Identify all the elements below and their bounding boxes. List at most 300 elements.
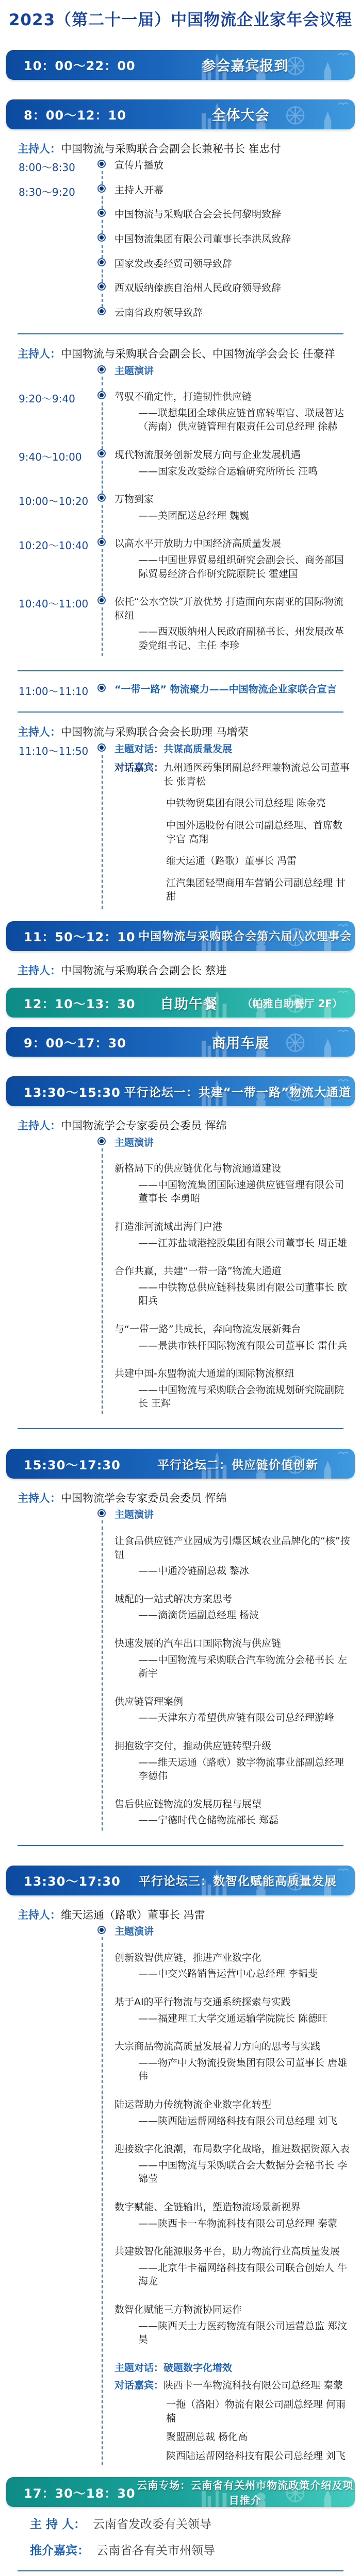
time-label (7, 1220, 94, 1256)
row-content (114, 683, 354, 701)
agenda-row (7, 390, 354, 440)
agenda-row (7, 1695, 354, 1731)
agenda-line-text: 中国物流集团有限公司董事长李洪凤致辞 (114, 233, 291, 245)
agenda-line-text: 陕西卡一车物流科技有限公司总经理 秦蒙 (163, 2380, 343, 2392)
agenda-line (138, 1756, 352, 1783)
agenda-line-text: 供应链管理案例 (114, 1696, 184, 1707)
agenda-line-text: 九州通医药集团副总经理兼物流总公司董事长 张青松 (163, 762, 350, 787)
bullet-icon (94, 1695, 114, 1731)
row-content (114, 1592, 354, 1629)
bullet-icon (94, 1534, 114, 1584)
agenda-row (7, 1637, 354, 1687)
agenda-line (138, 406, 352, 434)
session-title: 平行论坛三：数智化赋能高质量发展 (138, 1875, 337, 1889)
bullet-icon (94, 1264, 114, 1314)
agenda-line (138, 1339, 352, 1353)
row-content (114, 1136, 354, 1154)
host-name: 中国物流学会专家委员会委员 恽绵 (61, 1120, 227, 1132)
bullet-icon (94, 159, 114, 175)
agenda-line (138, 1281, 352, 1308)
agenda-row (7, 306, 354, 323)
agenda-line (138, 1711, 352, 1725)
bullet-icon (94, 257, 114, 274)
row-content (114, 1220, 354, 1256)
agenda-line (114, 1695, 352, 1709)
row-content (114, 183, 354, 200)
row-content (114, 1264, 354, 1314)
row-content (114, 257, 354, 274)
time-label: 10:20～10:40 (19, 539, 89, 552)
time-label (7, 1508, 94, 1526)
host-name: 中国物流学会专家委员会委员 恽绵 (61, 1492, 227, 1505)
session-title: 全体大会 (211, 108, 270, 124)
agenda-line-text: ——福建理工大学交通运输学院院长 陈德旺 (138, 2012, 328, 2024)
agenda-line-text: 依托“公水空铁”开放优势 打造面向东南亚的国际物流枢纽 (114, 596, 343, 621)
host-line (18, 1118, 343, 1133)
kv-value: 云南省发改委有关领导 (93, 2518, 212, 2532)
host-line (18, 1491, 343, 1506)
agenda-line-text: ——中国物流与采购联合会物流规划研究院副院长 王辉 (138, 1384, 344, 1410)
agenda-line (138, 509, 352, 523)
session-title: 平行论坛二：供应链价值创新 (157, 1458, 318, 1472)
agenda-row (7, 595, 354, 658)
time-label (7, 1637, 94, 1687)
agenda-line-text: 基于AI的平行物流与交通系统探索与实践 (114, 1996, 291, 2008)
agenda-line-text: 共建中国-东盟物流大通道的国际物流枢纽 (114, 1368, 294, 1380)
agenda-line-text: ——中国物流与采购联合会大数据分会秘书长 李锦莹 (138, 2159, 348, 2185)
agenda-line-text: ——天津东方希望供应链有限公司总经理游峰 (138, 1712, 335, 1724)
time-label (7, 257, 94, 274)
row-content (114, 1951, 354, 1987)
agenda-line-text: 主题演讲 (114, 1926, 154, 1938)
session-time: 17：30～18：30 (24, 2486, 136, 2501)
time-label: 10:00～10:20 (19, 495, 89, 508)
agenda-line (138, 553, 352, 581)
agenda-row (7, 683, 354, 701)
agenda-line (138, 2319, 352, 2347)
agenda-line-text: ——中交兴路销售运营中心总经理 李韫斐 (138, 1968, 318, 1980)
session-bar (6, 1076, 355, 1106)
section-divider (18, 1845, 343, 1846)
agenda-line (114, 683, 352, 697)
row-content (114, 232, 354, 249)
agenda-line (114, 1739, 352, 1753)
agenda-line-text: ——物产中大物流投资集团有限公司董事长 唐雄伟 (138, 2057, 348, 2082)
session-time: 9：00～17：30 (24, 1036, 126, 1050)
agenda-row (7, 232, 354, 249)
row-content (114, 2303, 354, 2353)
time-label: 8:30～9:20 (19, 185, 75, 198)
row-content (114, 1695, 354, 1731)
session-bar (6, 1866, 355, 1895)
agenda-row (7, 1136, 354, 1154)
agenda-line-text: 中铁物贸集团有限公司总经理 陈金亮 (166, 798, 326, 809)
agenda-line (114, 493, 352, 506)
row-content (114, 1995, 354, 2031)
page-title: 2023（第二十一届）中国物流企业家年会议程 (8, 11, 353, 29)
session-title: 云南专场：云南省有关州市物流政策介绍及项目推介 (137, 2479, 354, 2507)
time-label (7, 364, 94, 382)
kv-label: 主 持 人： (30, 2518, 86, 2532)
host-name: 中国物流与采购联合会会长助理 马增荣 (61, 726, 249, 739)
agenda-row (7, 493, 354, 529)
host-label: 主持人： (18, 142, 61, 155)
agenda-row (7, 448, 354, 484)
agenda-line-text: 迎接数字化浪潮，布局数字化战略，推进数据资源入表 (114, 2143, 350, 2155)
agenda-line-text: ——江苏盐城港控股集团有限公司董事长 周正雄 (138, 1237, 348, 1249)
agenda-row (7, 2142, 354, 2192)
agenda-row (7, 1162, 354, 1212)
time-label (7, 1995, 94, 2031)
agenda-line-text: 大宗商品物流高质量发展着力方向的思考与实践 (114, 2041, 321, 2053)
bullet-icon (94, 1798, 114, 1834)
agenda-row (7, 1798, 354, 1834)
row-content (114, 1323, 354, 1359)
bullet-icon (94, 390, 114, 440)
time-label (7, 2245, 94, 2295)
agenda-row (7, 1264, 354, 1314)
agenda-row (7, 2200, 354, 2236)
bullet-icon (94, 1220, 114, 1256)
section-divider (18, 333, 343, 334)
agenda-line (114, 1367, 352, 1381)
agenda-line (114, 1162, 352, 1176)
agenda-line (138, 2159, 352, 2186)
agenda-line-text: ——陕西卡一车物流科技有限公司总经理 秦蒙 (138, 2217, 338, 2229)
agenda-line-text: 主题对话：共谋高质量发展 (114, 743, 233, 755)
agenda-line (114, 2040, 352, 2054)
session-time: 15:30～17:30 (24, 1458, 121, 1472)
bullet-icon (94, 1637, 114, 1687)
host-name: 中国物流与采购联合会副会长兼秘书长 崔忠付 (61, 142, 281, 155)
time-label (7, 1592, 94, 1629)
agenda-line (114, 232, 352, 246)
row-content (114, 1739, 354, 1789)
row-content (114, 1925, 354, 1943)
agenda-line-text: ——中铁物总供应链科技集团有限公司董事长 欧阳兵 (138, 1281, 348, 1307)
time-label (7, 2040, 94, 2090)
section-divider (18, 1428, 343, 1429)
row-content (114, 742, 354, 912)
agenda-line (138, 465, 352, 479)
agenda-line (114, 2303, 352, 2317)
bullet-icon (94, 1925, 114, 1943)
row-content (114, 2361, 354, 2468)
time-label (7, 232, 94, 249)
bullet-icon (94, 1323, 114, 1359)
agenda-row (7, 537, 354, 587)
agenda-line-text: 售后供应链物流的发展历程与展望 (114, 1798, 262, 1810)
agenda-line-text: 让食品供应链产业园成为引爆区域农业品牌化的“核”按钮 (114, 1535, 350, 1561)
bullet-icon (94, 281, 114, 298)
session-bar (6, 988, 355, 1018)
agenda-line-text: 打造淮河流域出海门户港 (114, 1221, 223, 1233)
agenda-row (7, 159, 354, 175)
agenda-line-text: ——宁德时代仓储物流部长 郑磊 (138, 1815, 279, 1826)
time-label (7, 1739, 94, 1789)
agenda-row (7, 1534, 354, 1584)
session-bar (6, 99, 355, 129)
host-name: 维天运通（路歌）董事长 冯雷 (61, 1908, 205, 1921)
bullet-icon (94, 595, 114, 658)
bullet-icon (94, 1136, 114, 1154)
agenda-line-text: 聚盟副总裁 杨化高 (166, 2431, 248, 2443)
agenda-line (114, 257, 352, 271)
row-content (114, 390, 354, 440)
time-label (7, 208, 94, 224)
agenda-row (7, 1323, 354, 1359)
agenda-line-text: ——景洪市铁杆国际物流有限公司董事长 雷仕兵 (138, 1340, 348, 1351)
agenda-row (7, 2245, 354, 2295)
session-title: 自助午餐 (160, 996, 218, 1012)
time-label (7, 1323, 94, 1359)
agenda-line (166, 819, 352, 846)
bullet-icon (94, 183, 114, 200)
agenda-line-text: 中国外运股份有限公司副总经理、首席数字官 高翔 (166, 819, 343, 845)
host-name: 中国物流与采购联合会副会长、中国物流学会会长 任豪祥 (61, 348, 335, 361)
bullet-icon (94, 1508, 114, 1526)
agenda-line-label: 对话嘉宾： (114, 2380, 164, 2392)
time-label (7, 1925, 94, 1943)
agenda-row (7, 364, 354, 382)
agenda-line (114, 1264, 352, 1278)
bullet-icon (94, 2200, 114, 2236)
agenda-line-text: ——美团配送总经理 魏巍 (138, 510, 250, 521)
agenda-line (114, 1508, 352, 1522)
session-bar (6, 50, 355, 80)
kv-row (30, 2543, 361, 2559)
bullet-icon (94, 742, 114, 912)
agenda-row (7, 2361, 354, 2468)
agenda-row (7, 208, 354, 224)
agenda-line (114, 183, 352, 197)
agenda-line-text: 国家发改委经贸司领导致辞 (114, 258, 233, 269)
row-content (114, 1367, 354, 1417)
agenda-line (138, 1178, 352, 1206)
agenda-line (114, 761, 352, 788)
host-line (18, 725, 343, 740)
agenda-line-text: ——陕西陆运帮网络科技有限公司总经理 刘飞 (138, 2115, 338, 2127)
agenda-row (7, 1739, 354, 1789)
agenda-line (138, 1653, 352, 1681)
row-content (114, 1534, 354, 1584)
agenda-line-text: 新格局下的供应链优化与物流通道建设 (114, 1163, 282, 1175)
agenda-line (114, 1592, 352, 1606)
agenda-line (114, 595, 352, 622)
time-label (7, 1264, 94, 1314)
bullet-icon (94, 364, 114, 382)
agenda-line (114, 1798, 352, 1811)
agenda-line-text: 主持人开幕 (114, 184, 164, 196)
agenda-line (114, 208, 352, 222)
agenda-row (7, 281, 354, 298)
agenda-line-text: 城配的一站式解决方案思考 (114, 1593, 233, 1605)
agenda-row (7, 257, 354, 274)
row-content (114, 281, 354, 298)
agenda-row (7, 742, 354, 912)
session-title: 参会嘉宾报到 (202, 58, 289, 75)
agenda-line-text: 现代物流服务创新发展方向与企业发展机遇 (114, 449, 301, 461)
host-label: 主持人： (18, 348, 61, 361)
agenda-row (7, 1220, 354, 1256)
row-content (114, 208, 354, 224)
host-label: 主持人： (18, 726, 61, 739)
bullet-icon (94, 2361, 114, 2468)
agenda-line (114, 159, 352, 173)
bullet-icon (94, 493, 114, 529)
row-content (114, 159, 354, 175)
agenda-line-text: 主题对话：破题数字化增效 (114, 2362, 233, 2374)
agenda-line-text: 中国物流与采购联合会会长何黎明致辞 (114, 209, 282, 221)
agenda-line-text: 江汽集团轻型商用车营销公司副总经理 甘甜 (166, 877, 346, 903)
agenda-line (114, 306, 352, 320)
agenda-line-text: “一带一路” 物流聚力——中国物流企业家联合宣言 (114, 683, 337, 695)
agenda-line (114, 1220, 352, 1234)
session-title: 平行论坛一：共建“一带一路”物流大通道 (124, 1086, 352, 1099)
agenda-line-text: 驾驭不确定性，打造韧性供应链 (114, 391, 252, 403)
agenda-line-text: ——北京牛卡福网络科技有限公司联合创始人 牛海龙 (138, 2262, 348, 2287)
agenda-line-text: ——中国物流与采购联合汽车物流分会秘书长 左新宇 (138, 1654, 348, 1680)
agenda-line-text: 陆运帮助力传统物流企业数字化转型 (114, 2099, 272, 2111)
row-content (114, 2245, 354, 2295)
section-divider (18, 2570, 343, 2571)
bullet-icon (94, 232, 114, 249)
session-time: 12：10～13：30 (24, 996, 136, 1011)
agenda-line (166, 2449, 352, 2463)
agenda-line (138, 2261, 352, 2289)
agenda-line-text: ——联想集团全球供应链首席转型官、联晟智达（海南）供应链管理有限责任公司总经理 徐赫 (138, 407, 344, 433)
agenda-line (114, 1534, 352, 1562)
agenda-line (114, 390, 352, 404)
time-label (7, 281, 94, 298)
agenda-line (138, 1814, 352, 1827)
agenda-line (114, 2379, 352, 2393)
session-time: 10：00～22：00 (24, 59, 136, 74)
agenda-line (114, 2098, 352, 2112)
agenda-line (114, 1136, 352, 1150)
session-time: 11：50～12：10 (24, 930, 136, 945)
row-content (114, 537, 354, 587)
agenda-row (7, 1592, 354, 1629)
host-label: 主持人： (18, 964, 61, 977)
session-title: 商用车展 (211, 1035, 270, 1052)
agenda-line (114, 1951, 352, 1965)
row-content (114, 2142, 354, 2192)
agenda-line-text: 数字赋能、全链输出，塑造物流场景新视界 (114, 2201, 301, 2213)
row-content (114, 493, 354, 529)
time-label (7, 1162, 94, 1212)
time-label (7, 306, 94, 323)
host-label: 主持人： (18, 1908, 61, 1921)
agenda-line (114, 1925, 352, 1939)
session-title: 中国物流与采购联合会第六届八次理事会 (138, 930, 352, 944)
agenda-row (7, 1951, 354, 1987)
session-time: 8：00～12：10 (24, 108, 126, 123)
agenda-line (114, 281, 352, 295)
bullet-icon (94, 306, 114, 323)
bullet-icon (94, 2303, 114, 2353)
host-name: 中国物流与采购联合会副会长 蔡进 (61, 964, 227, 977)
agenda-line (138, 625, 352, 652)
agenda-line (114, 448, 352, 462)
agenda-line (114, 2361, 352, 2375)
host-line (18, 963, 343, 978)
agenda-line-text: ——中国世界贸易组织研究会副会长、商务部国际贸易经济合作研究院原院长 霍建国 (138, 554, 344, 580)
bullet-icon (94, 1367, 114, 1417)
agenda-line (114, 1637, 352, 1651)
agenda-line (138, 2012, 352, 2026)
agenda-row (7, 2040, 354, 2090)
session-bar (6, 921, 355, 951)
session-bar (6, 1449, 355, 1479)
host-line (18, 142, 343, 157)
agenda-line-text: 主题演讲 (114, 1509, 154, 1521)
time-label (7, 1951, 94, 1987)
agenda-row (7, 1367, 354, 1417)
time-label (7, 1695, 94, 1731)
bullet-icon (94, 1592, 114, 1629)
time-label: 9:20～9:40 (19, 393, 75, 405)
agenda-line (138, 1608, 352, 1622)
agenda-row (7, 1508, 354, 1526)
bullet-icon (94, 1995, 114, 2031)
time-label: 8:00～8:30 (19, 161, 75, 174)
agenda-line (138, 2114, 352, 2128)
agenda-line (166, 854, 352, 868)
bullet-icon (94, 1162, 114, 1212)
bullet-icon (94, 2098, 114, 2134)
agenda-line (138, 1564, 352, 1578)
time-label (7, 1136, 94, 1154)
session-note: （帕雅自助餐厅 2F） (242, 997, 342, 1010)
agenda-line-text: 以高水平开放助力中国经济高质量发展 (114, 538, 282, 550)
time-label (7, 2303, 94, 2353)
agenda-row (7, 183, 354, 200)
agenda-line-text: ——维天运通（路歌）数字物流事业部副总经理 李德伟 (138, 1756, 344, 1782)
agenda-row (7, 2098, 354, 2134)
host-line (18, 1908, 343, 1923)
agenda-line (114, 742, 352, 756)
agenda-line (114, 537, 352, 551)
kv-row (30, 2516, 361, 2533)
row-content (114, 2098, 354, 2134)
agenda-line-text: 一拖（洛阳）物流有限公司副总经理 何雨楠 (166, 2398, 346, 2424)
agenda-line-text: ——中国物流集团国际速递供应链管理有限公司董事长 李勇昭 (138, 1179, 344, 1205)
section-divider (18, 670, 343, 671)
agenda-line-text: ——陕西天士力医药物流有限公司运营总监 郑汶昊 (138, 2320, 348, 2346)
bullet-icon (94, 537, 114, 587)
time-label (7, 1534, 94, 1584)
agenda-line (138, 1383, 352, 1411)
agenda-line-text: 创新数智供应链，推进产业数字化 (114, 1952, 262, 1963)
row-content (114, 1508, 354, 1526)
host-line (18, 347, 343, 362)
agenda-line-text: 维天运通（路歌）董事长 冯雷 (166, 855, 297, 867)
row-content (114, 1162, 354, 1212)
bullet-icon (94, 2040, 114, 2090)
bullet-icon (94, 2142, 114, 2192)
section-divider (18, 711, 343, 713)
agenda-line-text: 与“一带一路”共成长，奔向物流发展新舞台 (114, 1324, 301, 1335)
kv-label: 推介嘉宾： (30, 2544, 89, 2557)
row-content (114, 306, 354, 323)
agenda-line-text: 数智化赋能三方物流协同运作 (114, 2303, 242, 2315)
agenda-line (114, 364, 352, 378)
agenda-row (7, 1925, 354, 1943)
agenda-line (114, 2200, 352, 2214)
time-label (7, 2098, 94, 2134)
agenda-line-text: 云南省政府领导致辞 (114, 307, 203, 318)
